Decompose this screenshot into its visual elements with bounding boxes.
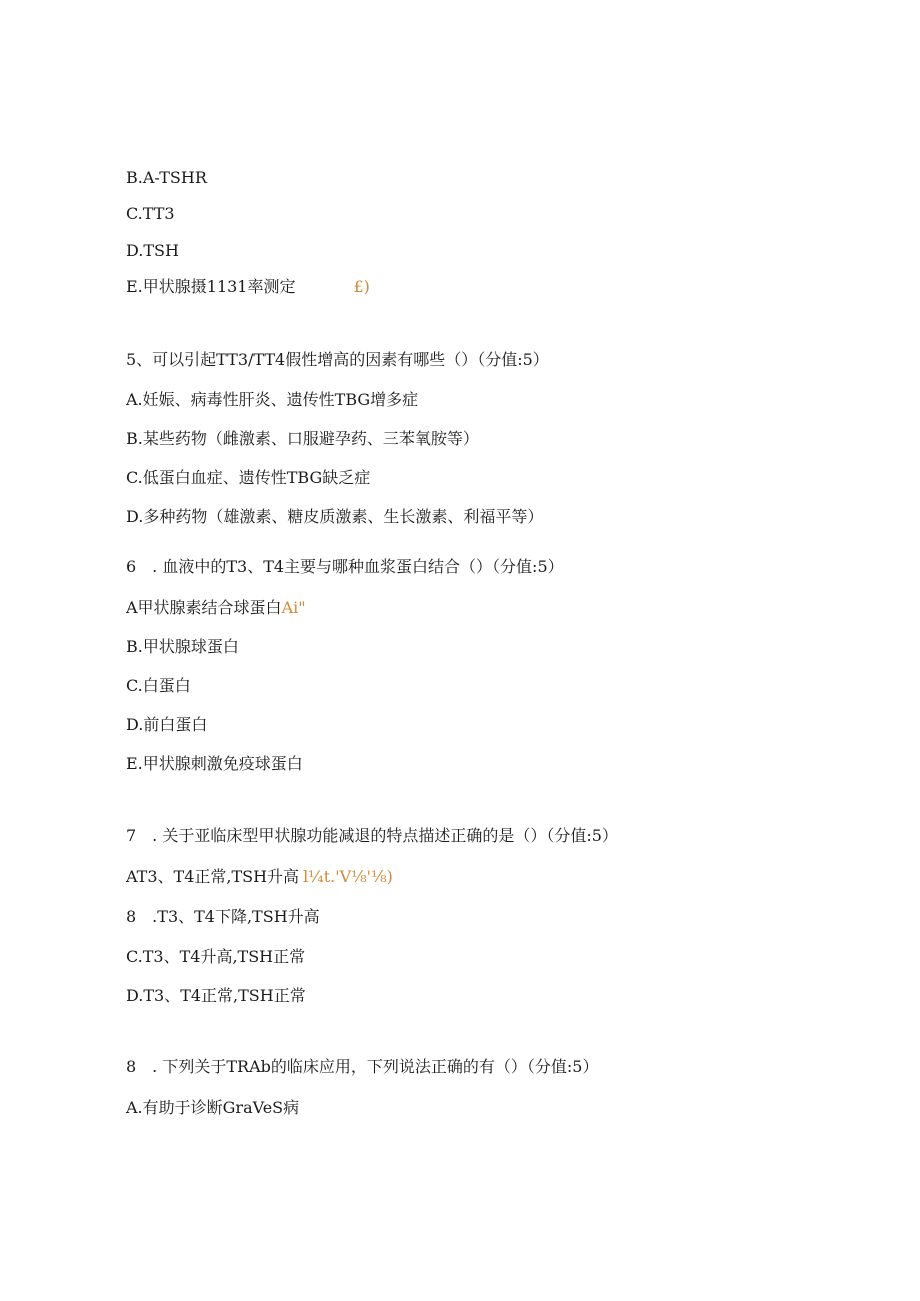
line-text: C.低蛋白血症、遗传性TBG缺乏症	[126, 468, 371, 487]
q6-option-b	[126, 637, 239, 657]
line-text: C.白蛋白	[126, 676, 191, 695]
answer-mark: £)	[353, 277, 370, 296]
line-text: C.T3、T4升高,TSH正常	[126, 947, 306, 966]
line-text: E.甲状腺刺激免疫球蛋白	[126, 754, 303, 773]
line-text: B.某些药物（雌激素、口服避孕药、三苯氧胺等）	[126, 429, 479, 448]
option-e-iodine-uptake	[126, 277, 370, 297]
line-text: C.TT3	[126, 204, 175, 223]
option-b-atshr	[126, 168, 207, 188]
line-text: 8 . 下列关于TRAb的临床应用，下列说法正确的有（）（分值:5）	[126, 1057, 599, 1076]
line-text: D.多种药物（雄激素、糖皮质激素、生长激素、利福平等）	[126, 507, 544, 526]
line-text: A.有助于诊断GraVeS病	[126, 1098, 300, 1117]
line-text: 6 . 血液中的T3、T4主要与哪种血浆蛋白结合（）（分值:5）	[126, 557, 564, 576]
question-5-title	[126, 350, 549, 370]
answer-mark: Ai"	[281, 598, 306, 617]
line-text: A.妊娠、病毒性肝炎、遗传性TBG增多症	[126, 390, 419, 409]
q7-option-a	[126, 867, 393, 887]
q6-option-e	[126, 754, 303, 774]
line-text: D.TSH	[126, 241, 179, 260]
q6-option-d	[126, 715, 207, 735]
line-text: E.甲状腺摄1131率测定	[126, 277, 296, 296]
q5-option-b	[126, 429, 479, 449]
line-text: D.T3、T4正常,TSH正常	[126, 986, 306, 1005]
q5-option-c	[126, 468, 370, 488]
q7-option-b	[126, 907, 320, 927]
line-text: AT3、T4正常,TSH升高	[126, 867, 300, 886]
line-text: A甲状腺素结合球蛋白	[126, 598, 282, 617]
question-8-title	[126, 1057, 598, 1077]
q7-option-c	[126, 947, 305, 967]
q6-option-c	[126, 676, 191, 696]
question-6-title	[126, 557, 564, 577]
question-7-title	[126, 826, 618, 846]
line-text: 7 . 关于亚临床型甲状腺功能减退的特点描述正确的是（）（分值:5）	[126, 826, 618, 845]
line-text: 5、可以引起TT3/TT4假性增高的因素有哪些（）（分值:5）	[126, 350, 549, 369]
option-c-tt3	[126, 204, 175, 224]
q5-option-a	[126, 390, 418, 410]
option-d-tsh	[126, 241, 179, 261]
q5-option-d	[126, 507, 543, 527]
line-text: B.甲状腺球蛋白	[126, 637, 239, 656]
q7-option-d	[126, 986, 306, 1006]
q6-option-a	[126, 598, 306, 618]
q8-option-a	[126, 1098, 299, 1118]
line-text: B.A-TSHR	[126, 168, 207, 187]
line-text: 8 .T3、T4下降,TSH升高	[126, 907, 320, 926]
answer-mark: l¼t.'V⅛'⅛)	[303, 867, 393, 886]
line-text: D.前白蛋白	[126, 715, 208, 734]
